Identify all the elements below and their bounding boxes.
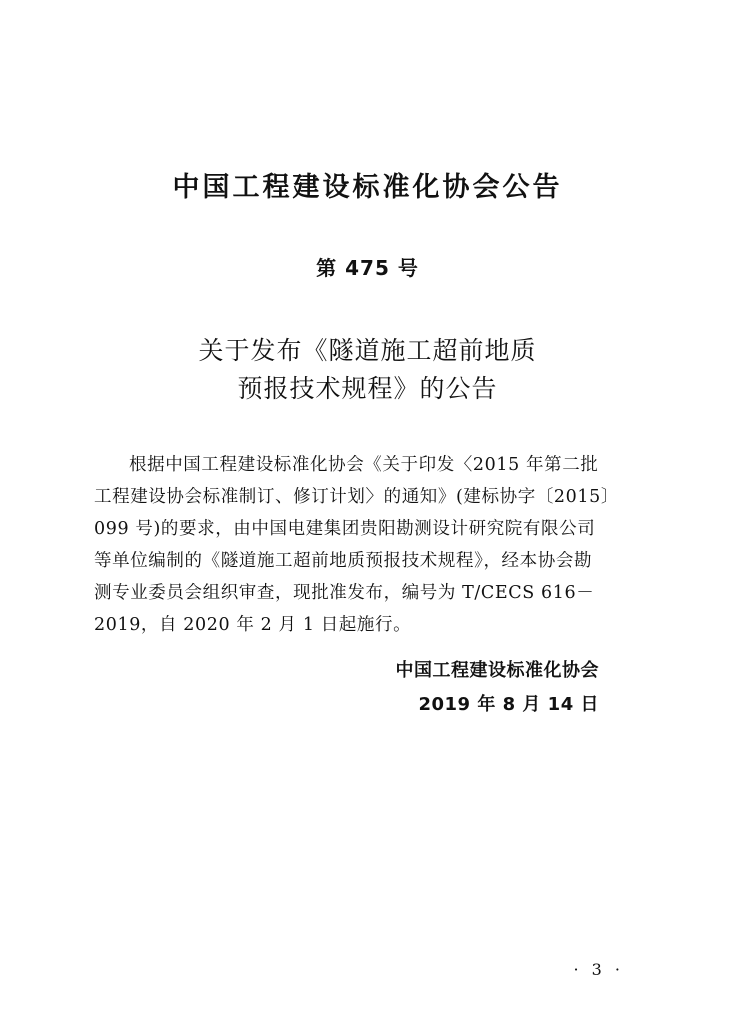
body-line-1: 根据中国工程建设标准化协会《关于印发〈2015 年第二批 — [129, 455, 599, 475]
body-paragraph — [94, 449, 644, 641]
signature-block — [396, 654, 600, 722]
announcement-body — [94, 449, 644, 641]
announcement-title: 中国工程建设标准化协会公告 — [172, 172, 563, 203]
body-line-2: 工程建设协会标准制订、修订计划〉的通知》(建标协字〔2015〕 — [94, 487, 619, 507]
body-line-3: 099 号)的要求，由中国电建集团贵阳勘测设计研究院有限公司 — [94, 519, 596, 539]
page-number: · 3 · — [573, 960, 624, 979]
subject-line-2: 预报技术规程》的公告 — [237, 374, 498, 403]
subject-line-1: 关于发布《隧道施工超前地质 — [198, 336, 537, 365]
announcement-subject — [0, 332, 735, 408]
body-line-5: 测专业委员会组织审查，现批准发布，编号为 T/CECS 616－ — [94, 583, 595, 603]
announcement-number: 第 475 号 — [316, 256, 419, 280]
signature-date: 2019 年 8 月 14 日 — [418, 694, 599, 715]
body-line-6: 2019，自 2020 年 2 月 1 日起施行。 — [94, 615, 412, 635]
body-line-4: 等单位编制的《隧道施工超前地质预报技术规程》，经本协会勘 — [94, 551, 593, 571]
signature-organization: 中国工程建设标准化协会 — [395, 660, 599, 681]
